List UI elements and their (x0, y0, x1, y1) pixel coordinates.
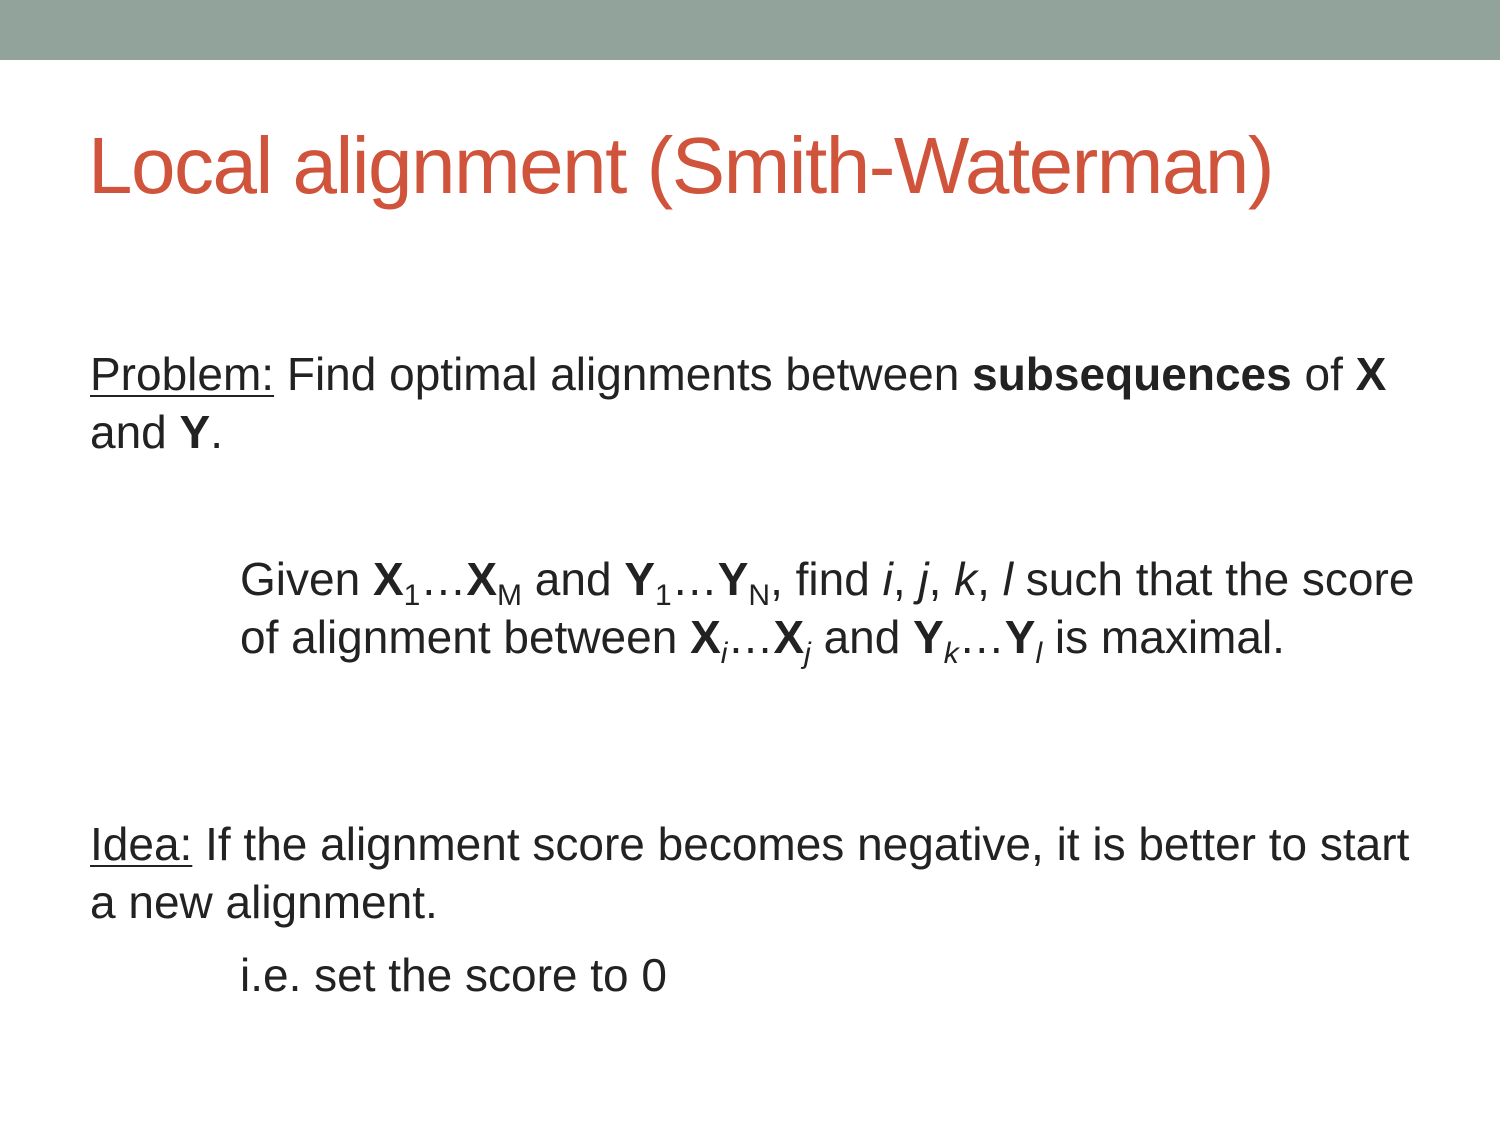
given-y1-sub: 1 (655, 579, 672, 612)
given-yk: Y (913, 611, 944, 663)
given-comma-3: , (977, 553, 1003, 605)
given-yn: Y (717, 553, 749, 605)
given-yk-sub-var: k (943, 637, 959, 670)
slide-title: Local alignment (Smith-Waterman) (88, 121, 1274, 210)
given-ellipsis-1: … (420, 553, 467, 605)
problem-bold-subsequences: subsequences (972, 348, 1292, 400)
given-such: such that the score of alignment between (240, 553, 1415, 663)
given-xm-sub: M (497, 579, 523, 612)
given-comma-2: , (928, 553, 955, 605)
given-xj-sub (804, 637, 811, 670)
given-xm: X (466, 553, 498, 605)
idea-text: If the alignment score becomes negative, it is better to start a new alignment. (90, 818, 1410, 928)
given-yl: Y (1004, 611, 1036, 663)
given-var-k: k (954, 553, 978, 605)
top-accent-bar (0, 0, 1500, 60)
given-xj-sub-var: j (804, 637, 811, 670)
given-ellipsis-3: … (727, 611, 774, 663)
given-ellipsis-2: … (671, 553, 718, 605)
given-x1: X (372, 553, 404, 605)
given-yl-sub-var: l (1035, 637, 1043, 670)
given-and-1: and (522, 553, 625, 605)
given-xi-sub-var: i (720, 637, 728, 670)
given-comma-1: , (892, 553, 919, 605)
given-paragraph (240, 550, 1440, 670)
given-y1: Y (624, 553, 656, 605)
problem-var-x: X (1355, 348, 1387, 400)
problem-text-2: of (1291, 348, 1356, 400)
problem-text-4: . (210, 406, 223, 458)
given-yn-sub: N (748, 579, 771, 612)
given-and-2: and (810, 611, 914, 663)
given-xj: X (773, 611, 805, 663)
given-find: , find (770, 553, 883, 605)
given-ellipsis-4: … (958, 611, 1005, 663)
given-var-j: j (918, 553, 929, 605)
idea-label: Idea: (90, 818, 193, 870)
given-xi: X (690, 611, 721, 663)
given-x1-sub: 1 (403, 579, 421, 612)
ie-paragraph: i.e. set the score to 0 (240, 949, 668, 1001)
given-is-maximal: is maximal. (1042, 611, 1285, 663)
problem-var-y: Y (179, 406, 211, 458)
given-var-i: i (882, 553, 893, 605)
idea-paragraph (90, 815, 1430, 931)
given-yk-sub (944, 637, 959, 670)
problem-paragraph (90, 345, 1430, 461)
problem-text-3: and (90, 406, 180, 458)
given-var-l: l (1002, 553, 1013, 605)
problem-label: Problem: (90, 348, 275, 400)
given-text: Given (240, 553, 373, 605)
problem-text-1: Find optimal alignments between (274, 348, 973, 400)
